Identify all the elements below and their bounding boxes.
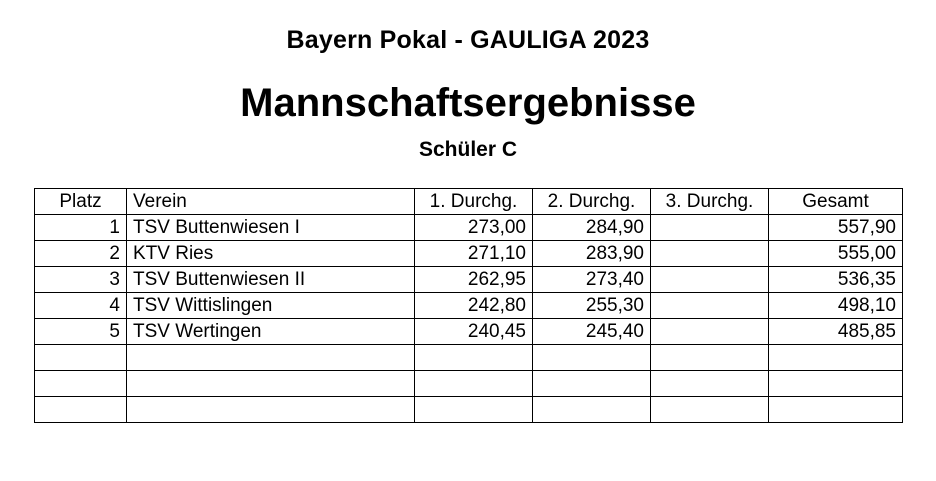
column-header-verein: Verein xyxy=(127,189,415,215)
cell-verein: KTV Ries xyxy=(127,241,415,267)
cell-verein: TSV Wittislingen xyxy=(127,293,415,319)
cell-durchgang-3 xyxy=(651,267,769,293)
cell-gesamt xyxy=(769,397,903,423)
cell-platz xyxy=(35,397,127,423)
cell-verein: TSV Buttenwiesen I xyxy=(127,215,415,241)
cell-durchgang-1: 262,95 xyxy=(415,267,533,293)
cell-gesamt xyxy=(769,345,903,371)
cell-durchgang-2 xyxy=(533,397,651,423)
table-row xyxy=(35,345,903,371)
cell-platz: 1 xyxy=(35,215,127,241)
cell-durchgang-3 xyxy=(651,397,769,423)
cell-gesamt: 498,10 xyxy=(769,293,903,319)
cell-platz: 4 xyxy=(35,293,127,319)
cell-platz: 3 xyxy=(35,267,127,293)
page-subtitle: Mannschaftsergebnisse xyxy=(240,81,696,125)
column-header-durchgang-2: 2. Durchg. xyxy=(533,189,651,215)
table-row xyxy=(35,319,903,345)
cell-durchgang-3 xyxy=(651,293,769,319)
cell-platz xyxy=(35,371,127,397)
column-header-durchgang-1: 1. Durchg. xyxy=(415,189,533,215)
table-header-row xyxy=(35,189,903,215)
cell-durchgang-2 xyxy=(533,345,651,371)
cell-durchgang-1 xyxy=(415,371,533,397)
cell-durchgang-3 xyxy=(651,345,769,371)
category-title: Schüler C xyxy=(418,138,518,161)
cell-platz: 2 xyxy=(35,241,127,267)
cell-durchgang-2: 273,40 xyxy=(533,267,651,293)
cell-durchgang-3 xyxy=(651,319,769,345)
cell-durchgang-1 xyxy=(415,397,533,423)
table-row xyxy=(35,241,903,267)
cell-durchgang-1: 242,80 xyxy=(415,293,533,319)
cell-durchgang-3 xyxy=(651,371,769,397)
table-row xyxy=(35,293,903,319)
cell-gesamt: 485,85 xyxy=(769,319,903,345)
results-document xyxy=(0,26,936,481)
page-title: Bayern Pokal - GAULIGA 2023 xyxy=(286,26,650,54)
cell-durchgang-2: 284,90 xyxy=(533,215,651,241)
cell-durchgang-2 xyxy=(533,371,651,397)
cell-durchgang-3 xyxy=(651,215,769,241)
cell-durchgang-3 xyxy=(651,241,769,267)
cell-gesamt xyxy=(769,371,903,397)
cell-durchgang-1: 271,10 xyxy=(415,241,533,267)
results-table-container xyxy=(0,188,936,423)
table-row xyxy=(35,397,903,423)
cell-verein xyxy=(127,345,415,371)
cell-gesamt: 557,90 xyxy=(769,215,903,241)
cell-verein xyxy=(127,397,415,423)
cell-platz xyxy=(35,345,127,371)
cell-durchgang-2: 255,30 xyxy=(533,293,651,319)
cell-gesamt: 536,35 xyxy=(769,267,903,293)
cell-durchgang-1: 273,00 xyxy=(415,215,533,241)
cell-verein: TSV Wertingen xyxy=(127,319,415,345)
cell-platz: 5 xyxy=(35,319,127,345)
results-table xyxy=(34,188,903,423)
table-row xyxy=(35,215,903,241)
column-header-gesamt: Gesamt xyxy=(769,189,903,215)
column-header-platz: Platz xyxy=(35,189,127,215)
results-table-body xyxy=(35,215,903,423)
cell-gesamt: 555,00 xyxy=(769,241,903,267)
cell-verein xyxy=(127,371,415,397)
cell-durchgang-1: 240,45 xyxy=(415,319,533,345)
cell-verein: TSV Buttenwiesen II xyxy=(127,267,415,293)
cell-durchgang-2: 245,40 xyxy=(533,319,651,345)
table-row xyxy=(35,371,903,397)
cell-durchgang-1 xyxy=(415,345,533,371)
cell-durchgang-2: 283,90 xyxy=(533,241,651,267)
column-header-durchgang-3: 3. Durchg. xyxy=(651,189,769,215)
table-row xyxy=(35,267,903,293)
